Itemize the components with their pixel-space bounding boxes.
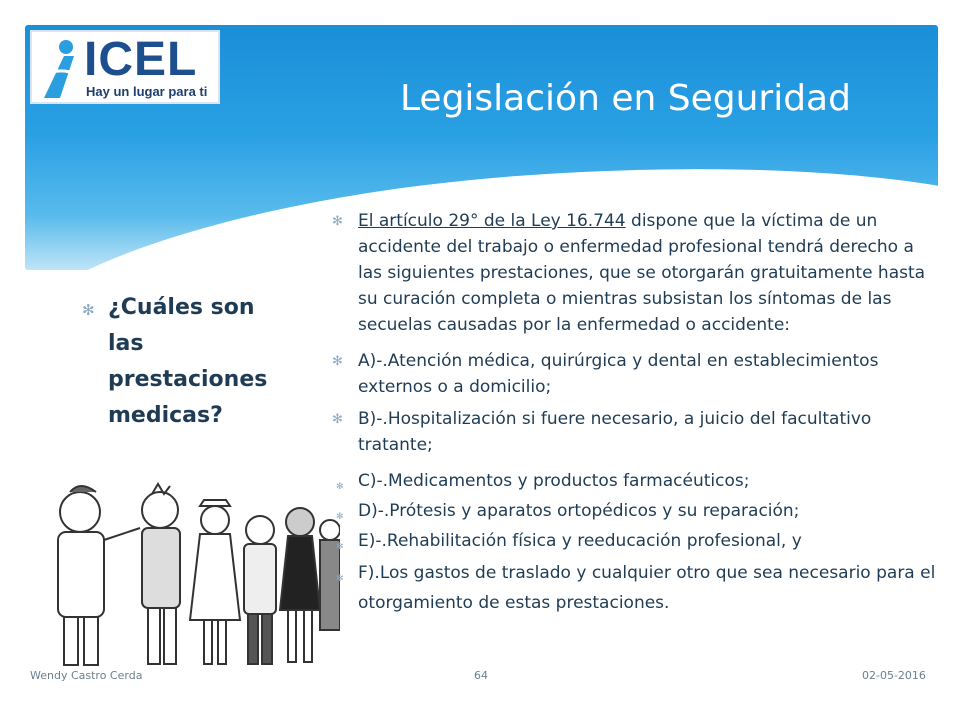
list-item-text: B)-.Hospitalización si fuere necesario, a juicio del facultativo tratante; <box>358 409 872 455</box>
icel-logo <box>30 30 220 104</box>
list-item-intro <box>330 208 942 338</box>
small-bullet-icon: ✻ <box>336 482 344 492</box>
star-bullet-icon: ✻ <box>82 301 95 319</box>
list-item <box>330 348 942 400</box>
law-reference-link[interactable]: El artículo 29° de la Ley 16.744 <box>358 211 626 231</box>
content-list <box>330 208 942 624</box>
small-bullet-icon: ✻ <box>336 512 344 522</box>
footer-page-number: 64 <box>474 669 488 682</box>
question-text: ¿Cuáles son las prestaciones medicas? <box>108 295 268 428</box>
small-bullet-icon: ✻ <box>336 574 344 584</box>
logo-i-icon <box>40 38 80 100</box>
star-bullet-icon: ✻ <box>332 214 343 229</box>
list-item <box>330 498 942 524</box>
star-bullet-icon: ✻ <box>332 354 343 369</box>
question-bullet <box>82 290 297 434</box>
star-bullet-icon: ✻ <box>332 412 343 427</box>
list-item-text: A)-.Atención médica, quirúrgica y dental en establecimientos externos o a domicilio; <box>358 351 879 397</box>
list-item <box>330 406 942 458</box>
list-item-text: F).Los gastos de traslado y cualquier otro que sea necesario para el otorgamiento de estas prestaciones. <box>358 563 936 613</box>
footer-author: Wendy Castro Cerda <box>30 669 143 682</box>
footer-date: 02-05-2016 <box>862 669 926 682</box>
list-item-text: D)-.Prótesis y aparatos ortopédicos y su reparación; <box>358 501 800 521</box>
logo-tagline: Hay un lugar para ti <box>86 84 208 99</box>
list-item <box>330 468 942 494</box>
intro-text: dispone que la víctima de un accidente del trabajo o enfermedad profesional tendrá derecho a las siguientes prestaciones, que se otorgarán gratuitamente hasta su curación completa o mientras subsistan los síntomas de las secuelas causadas por la enfermedad o accidente: <box>358 211 926 335</box>
page-title: Legislación en Seguridad <box>400 78 851 119</box>
small-bullet-icon: ✻ <box>336 542 344 552</box>
medical-staff-illustration <box>30 470 340 675</box>
list-item-text: C)-.Medicamentos y productos farmacéuticos; <box>358 471 750 491</box>
list-item-text: E)-.Rehabilitación física y reeducación profesional, y <box>358 531 802 551</box>
list-item <box>330 558 942 618</box>
logo-word: ICEL <box>84 33 198 86</box>
list-item <box>330 528 942 554</box>
